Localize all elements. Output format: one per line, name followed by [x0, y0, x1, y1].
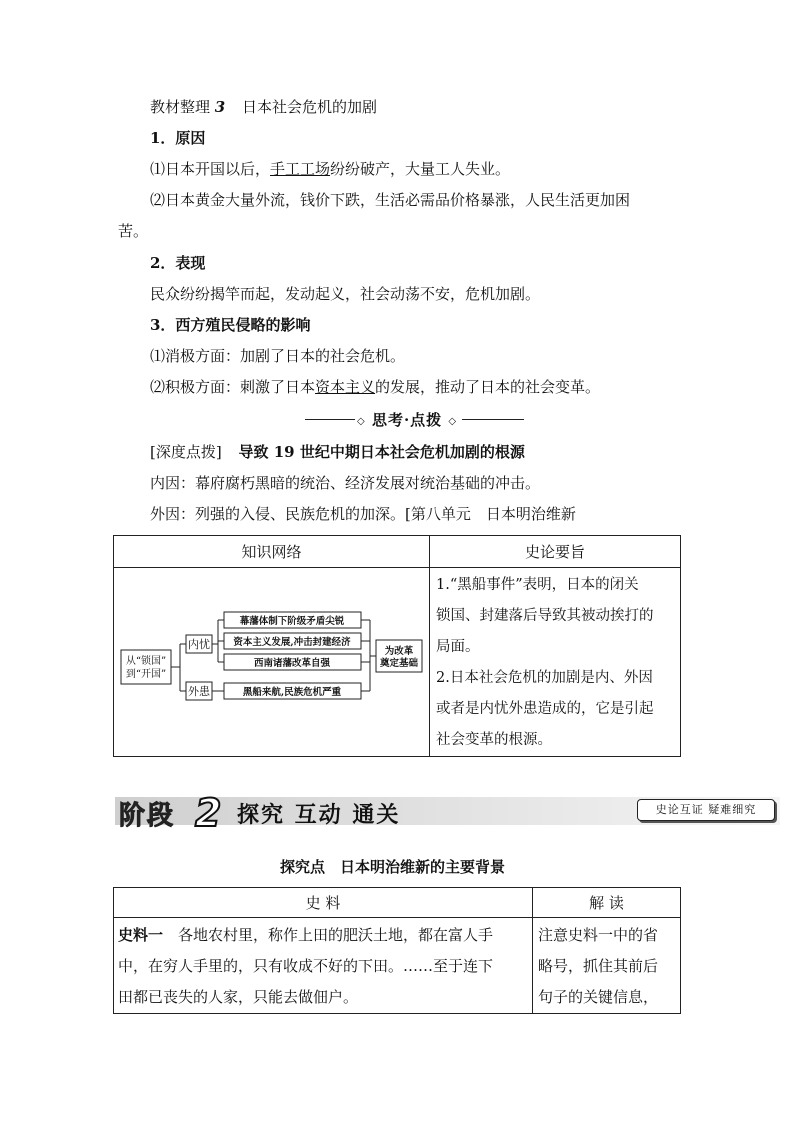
heading-number: 3	[214, 98, 226, 116]
source-cell	[114, 918, 533, 1014]
influence-item-2-underlined: 资本主义	[315, 378, 376, 396]
manifest-text: 民众纷纷揭竿而起，发动起义，社会动荡不安，危机加剧。	[150, 285, 541, 303]
section-heading	[150, 97, 377, 117]
heading-prefix: 教材整理	[150, 98, 211, 116]
think-divider	[357, 409, 457, 430]
key-point-line: 社会变革的根源。	[436, 732, 552, 748]
stage-title: 探究 互动 通关	[237, 802, 401, 828]
source-tag: 史料一	[118, 926, 164, 944]
cause-item-1-underlined: 手工工场	[270, 160, 331, 178]
source-line-3: 田都已丧失的人家，只能去做佃户。	[118, 988, 359, 1006]
diagram-item-1: 幕藩体制下阶级矛盾尖锐	[239, 616, 345, 627]
diagram-internal: 内忧	[188, 638, 210, 651]
diagram-item-4: 黑船来航,民族危机严重	[242, 687, 342, 698]
diagram-result-line2: 奠定基础	[379, 658, 419, 669]
influence-item-2	[150, 377, 600, 397]
summary-table	[113, 535, 681, 757]
deep-point-tag: [深度点拨]	[150, 443, 222, 461]
table-header: 解 读	[533, 888, 681, 918]
deep-point-title: 导致 19 世纪中期日本社会危机加剧的根源	[238, 443, 525, 461]
influence-item-2-pre: ⑵积极方面：刺激了日本	[150, 378, 316, 396]
stage-label: 阶段	[119, 801, 176, 831]
think-divider-label: 思考·点拨	[371, 411, 443, 429]
influence-title: 3．西方殖民侵略的影响	[150, 316, 311, 334]
external-cause: 外因：列强的入侵、民族危机的加深。[第八单元 日本明治维新	[150, 505, 576, 523]
influence-item-2-post: 的发展，推动了日本的社会变革。	[375, 378, 601, 396]
interpretation-line-1: 注意史料一中的省	[538, 926, 659, 944]
cause-item-1	[150, 159, 510, 179]
key-point-line: 锁国、封建落后导致其被动挨打的	[436, 608, 654, 624]
internal-cause: 内因：幕府腐朽黑暗的统治、经济发展对统治基础的冲击。	[150, 474, 541, 492]
cause-item-1-post: 纷纷破产，大量工人失业。	[330, 160, 511, 178]
diamond-icon: ◇	[357, 416, 366, 427]
interpretation-cell	[533, 918, 681, 1014]
key-point-line: 局面。	[436, 639, 480, 655]
diagram-result-line1: 为改革	[384, 646, 414, 657]
key-points-cell	[430, 568, 681, 757]
table-header: 史 料	[114, 888, 533, 918]
diagram-external: 外患	[188, 685, 210, 698]
interpretation-line-2: 略号，抓住其前后	[538, 957, 659, 975]
source-line-2: 中，在穷人手里的，只有收成不好的下田。……至于连下	[118, 957, 494, 975]
deep-point	[150, 442, 525, 462]
heading-title: 日本社会危机的加剧	[242, 98, 378, 116]
knowledge-network-diagram	[114, 568, 429, 754]
cause-title: 1．原因	[150, 129, 206, 147]
diagram-item-2: 资本主义发展,冲击封建经济	[233, 637, 351, 648]
table-header: 史论要旨	[430, 536, 681, 568]
diamond-icon: ◇	[448, 416, 458, 427]
manifest-title: 2．表现	[150, 254, 206, 272]
table-header: 知识网络	[114, 536, 430, 568]
divider-line-right	[462, 419, 524, 420]
cause-item-2-line1: ⑵日本黄金大量外流，钱价下跌，生活必需品价格暴涨，人民生活更加困	[150, 191, 631, 209]
key-point-line: 或者是内忧外患造成的，它是引起	[436, 701, 654, 717]
inquiry-title: 探究点 日本明治维新的主要背景	[280, 858, 506, 876]
stage-number: 2	[195, 791, 222, 835]
stage-banner	[115, 791, 780, 835]
knowledge-network-cell	[114, 568, 430, 757]
diagram-root-line1: 从“锁国”	[125, 656, 167, 667]
cause-item-2-line2: 苦。	[118, 222, 149, 240]
diagram-item-3: 西南诸藩改革自强	[253, 658, 331, 669]
stage-tag	[637, 799, 775, 821]
stage-tag-label: 史论互证 疑难细究	[637, 799, 775, 821]
key-point-line: 2.日本社会危机的加剧是内、外因	[436, 670, 653, 686]
interpretation-line-3: 句子的关键信息，	[538, 988, 659, 1006]
source-line-1: 各地农村里，称作上田的肥沃土地，都在富人手	[163, 926, 494, 944]
diagram-root-line2: 到“开国”	[125, 669, 167, 680]
cause-item-1-pre: ⑴日本开国以后，	[150, 160, 271, 178]
divider-line-left	[305, 419, 355, 420]
influence-item-1: ⑴消极方面：加剧了日本的社会危机。	[150, 347, 406, 365]
key-point-line: 1.“黑船事件”表明，日本的闭关	[436, 577, 639, 593]
source-line	[118, 920, 528, 951]
inquiry-table	[113, 887, 681, 1014]
